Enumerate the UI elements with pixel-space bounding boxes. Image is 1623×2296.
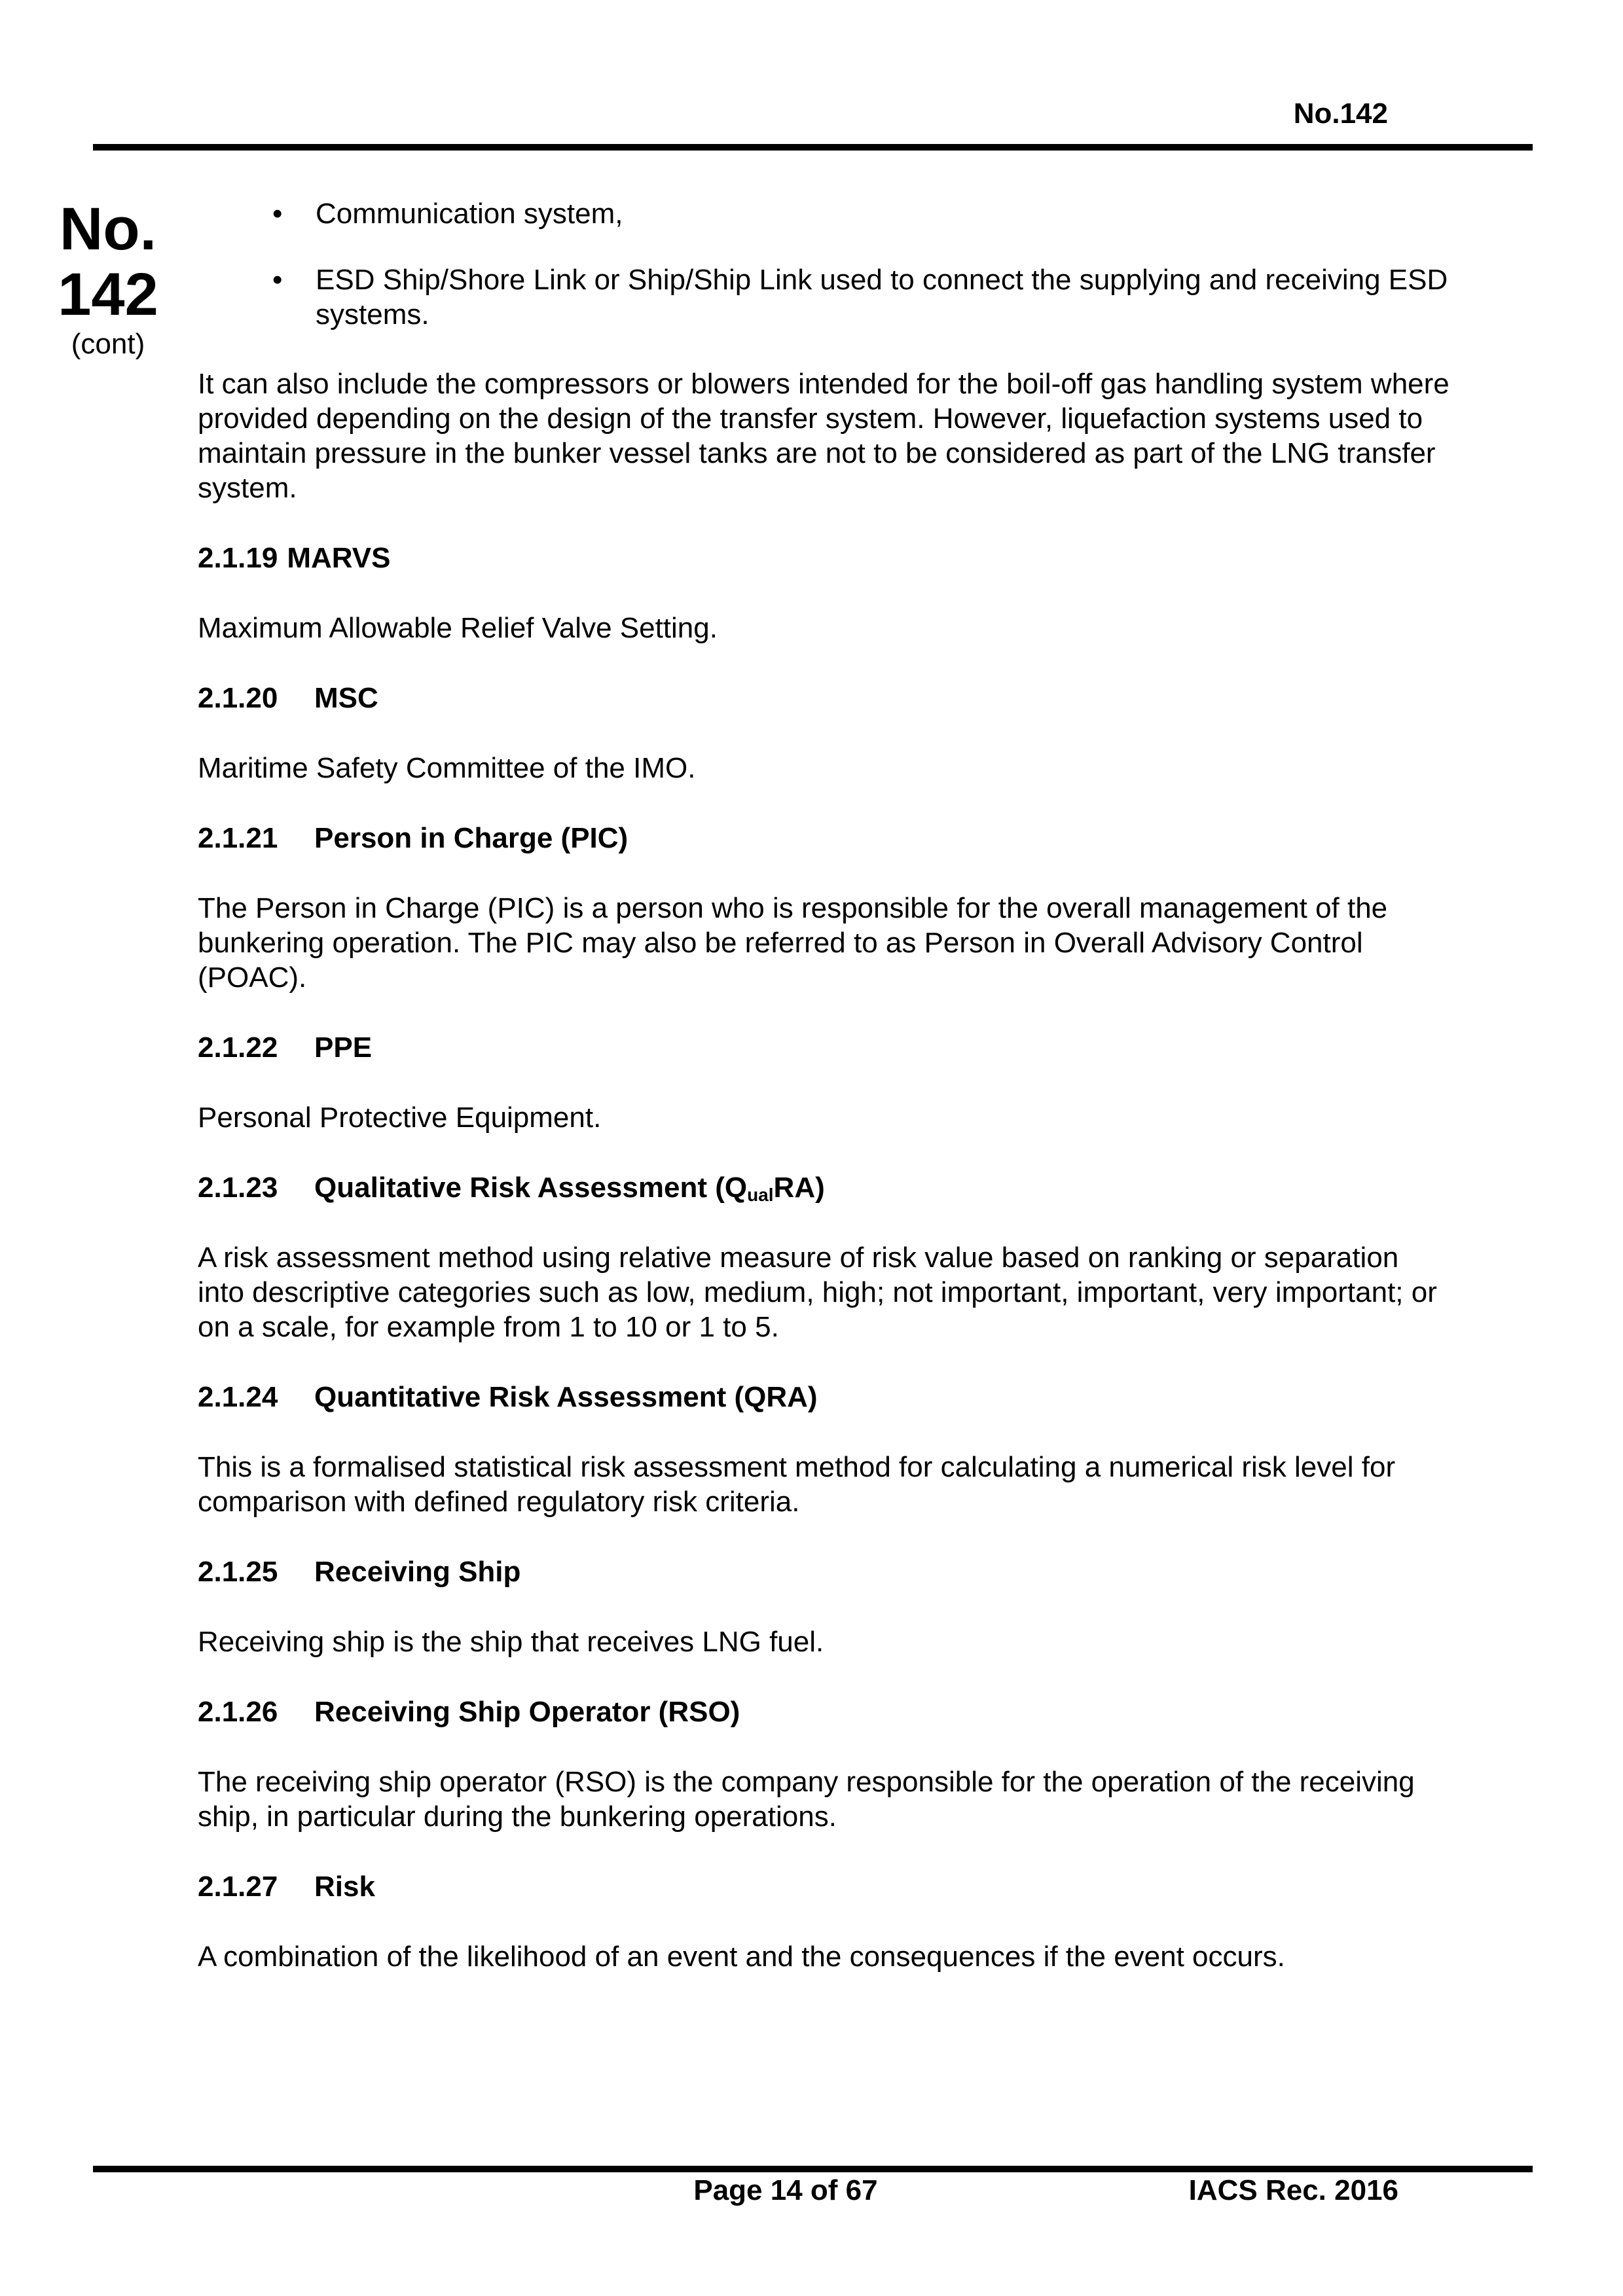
section-heading bbox=[198, 1030, 1451, 1065]
section-title-suffix: RA) bbox=[773, 1172, 825, 1204]
section-body: A combination of the likelihood of an event and the consequences if the event occurs. bbox=[198, 1941, 1285, 1973]
section-number: 2.1.19 bbox=[198, 542, 278, 574]
section-body: Maritime Safety Committee of the IMO. bbox=[198, 752, 696, 784]
section-title: Receiving Ship Operator (RSO) bbox=[314, 1696, 740, 1728]
section-title: MARVS bbox=[287, 542, 391, 574]
section-body: The Person in Charge (PIC) is a person who is responsible for the overall management of the bunkering operation. The PIC may also be referred to as Person in Overall Advisory Control (POAC). bbox=[198, 892, 1388, 994]
side-label-cont: (cont) bbox=[71, 328, 145, 360]
section-heading bbox=[198, 1170, 1451, 1205]
section-body: The receiving ship operator (RSO) is the company responsible for the operation of the receiving ship, in particular during the bunkering operations. bbox=[198, 1766, 1415, 1833]
section-title-prefix: Qualitative Risk Assessment (Q bbox=[314, 1172, 748, 1204]
section-body: Receiving ship is the ship that receives LNG fuel. bbox=[198, 1626, 824, 1658]
bullet-text: ESD Ship/Shore Link or Ship/Ship Link used to connect the supplying and receiving ESD systems. bbox=[316, 264, 1448, 331]
section-title: Risk bbox=[314, 1871, 375, 1903]
bullet-marker: • bbox=[272, 264, 283, 296]
section-number: 2.1.25 bbox=[198, 1556, 278, 1588]
footer-rule bbox=[93, 2166, 1533, 2172]
header-doc-number: No.142 bbox=[1293, 98, 1388, 130]
bullet-item bbox=[272, 196, 1451, 231]
section-number: 2.1.21 bbox=[198, 822, 278, 854]
side-label-number: 142 bbox=[58, 261, 158, 328]
bullet-item bbox=[272, 262, 1451, 332]
section-heading bbox=[198, 1869, 1451, 1904]
section-heading bbox=[198, 1695, 1451, 1729]
section-number: 2.1.22 bbox=[198, 1031, 278, 1064]
section-heading bbox=[198, 681, 1451, 715]
section-title: Person in Charge (PIC) bbox=[314, 822, 629, 854]
header-rule bbox=[93, 144, 1533, 151]
side-label bbox=[39, 196, 177, 361]
section-heading bbox=[198, 1380, 1451, 1414]
footer-page-number: Page 14 of 67 bbox=[693, 2174, 878, 2206]
section-title: Receiving Ship bbox=[314, 1556, 521, 1588]
section-heading bbox=[198, 541, 1451, 575]
section-title: PPE bbox=[314, 1031, 373, 1064]
section-number: 2.1.27 bbox=[198, 1871, 278, 1903]
main-content bbox=[198, 367, 1451, 2009]
intro-paragraph: It can also include the compressors or blowers intended for the boil-off gas handling system where provided depending on the design of the transfer system. However, liquefaction systems used to maintain pressure in the bunker vessel tanks are not to be considered as part of the LNG transfer system. bbox=[198, 368, 1450, 504]
bullet-text: Communication system, bbox=[316, 198, 623, 230]
section-number: 2.1.23 bbox=[198, 1172, 278, 1204]
footer-rec-label: IACS Rec. 2016 bbox=[1188, 2174, 1398, 2206]
side-label-no: No. bbox=[59, 196, 157, 262]
section-number: 2.1.20 bbox=[198, 682, 278, 714]
section-body: Maximum Allowable Relief Valve Setting. bbox=[198, 612, 718, 644]
bullet-list bbox=[272, 196, 1451, 363]
section-title-subscript: ual bbox=[747, 1185, 774, 1205]
section-body: A risk assessment method using relative measure of risk value based on ranking or separation into descriptive categories such as low, medium, high; not important, important, very important; or on a scale, for example from 1 to 10 or 1 to 5. bbox=[198, 1242, 1437, 1343]
section-body: This is a formalised statistical risk assessment method for calculating a numerical risk level for comparison with defined regulatory risk criteria. bbox=[198, 1451, 1396, 1518]
section-title: Quantitative Risk Assessment (QRA) bbox=[314, 1381, 818, 1413]
section-number: 2.1.26 bbox=[198, 1696, 278, 1728]
section-title: MSC bbox=[314, 682, 378, 714]
section-heading bbox=[198, 821, 1451, 855]
section-heading bbox=[198, 1554, 1451, 1589]
section-number: 2.1.24 bbox=[198, 1381, 278, 1413]
section-body: Personal Protective Equipment. bbox=[198, 1102, 602, 1134]
bullet-marker: • bbox=[272, 198, 283, 230]
